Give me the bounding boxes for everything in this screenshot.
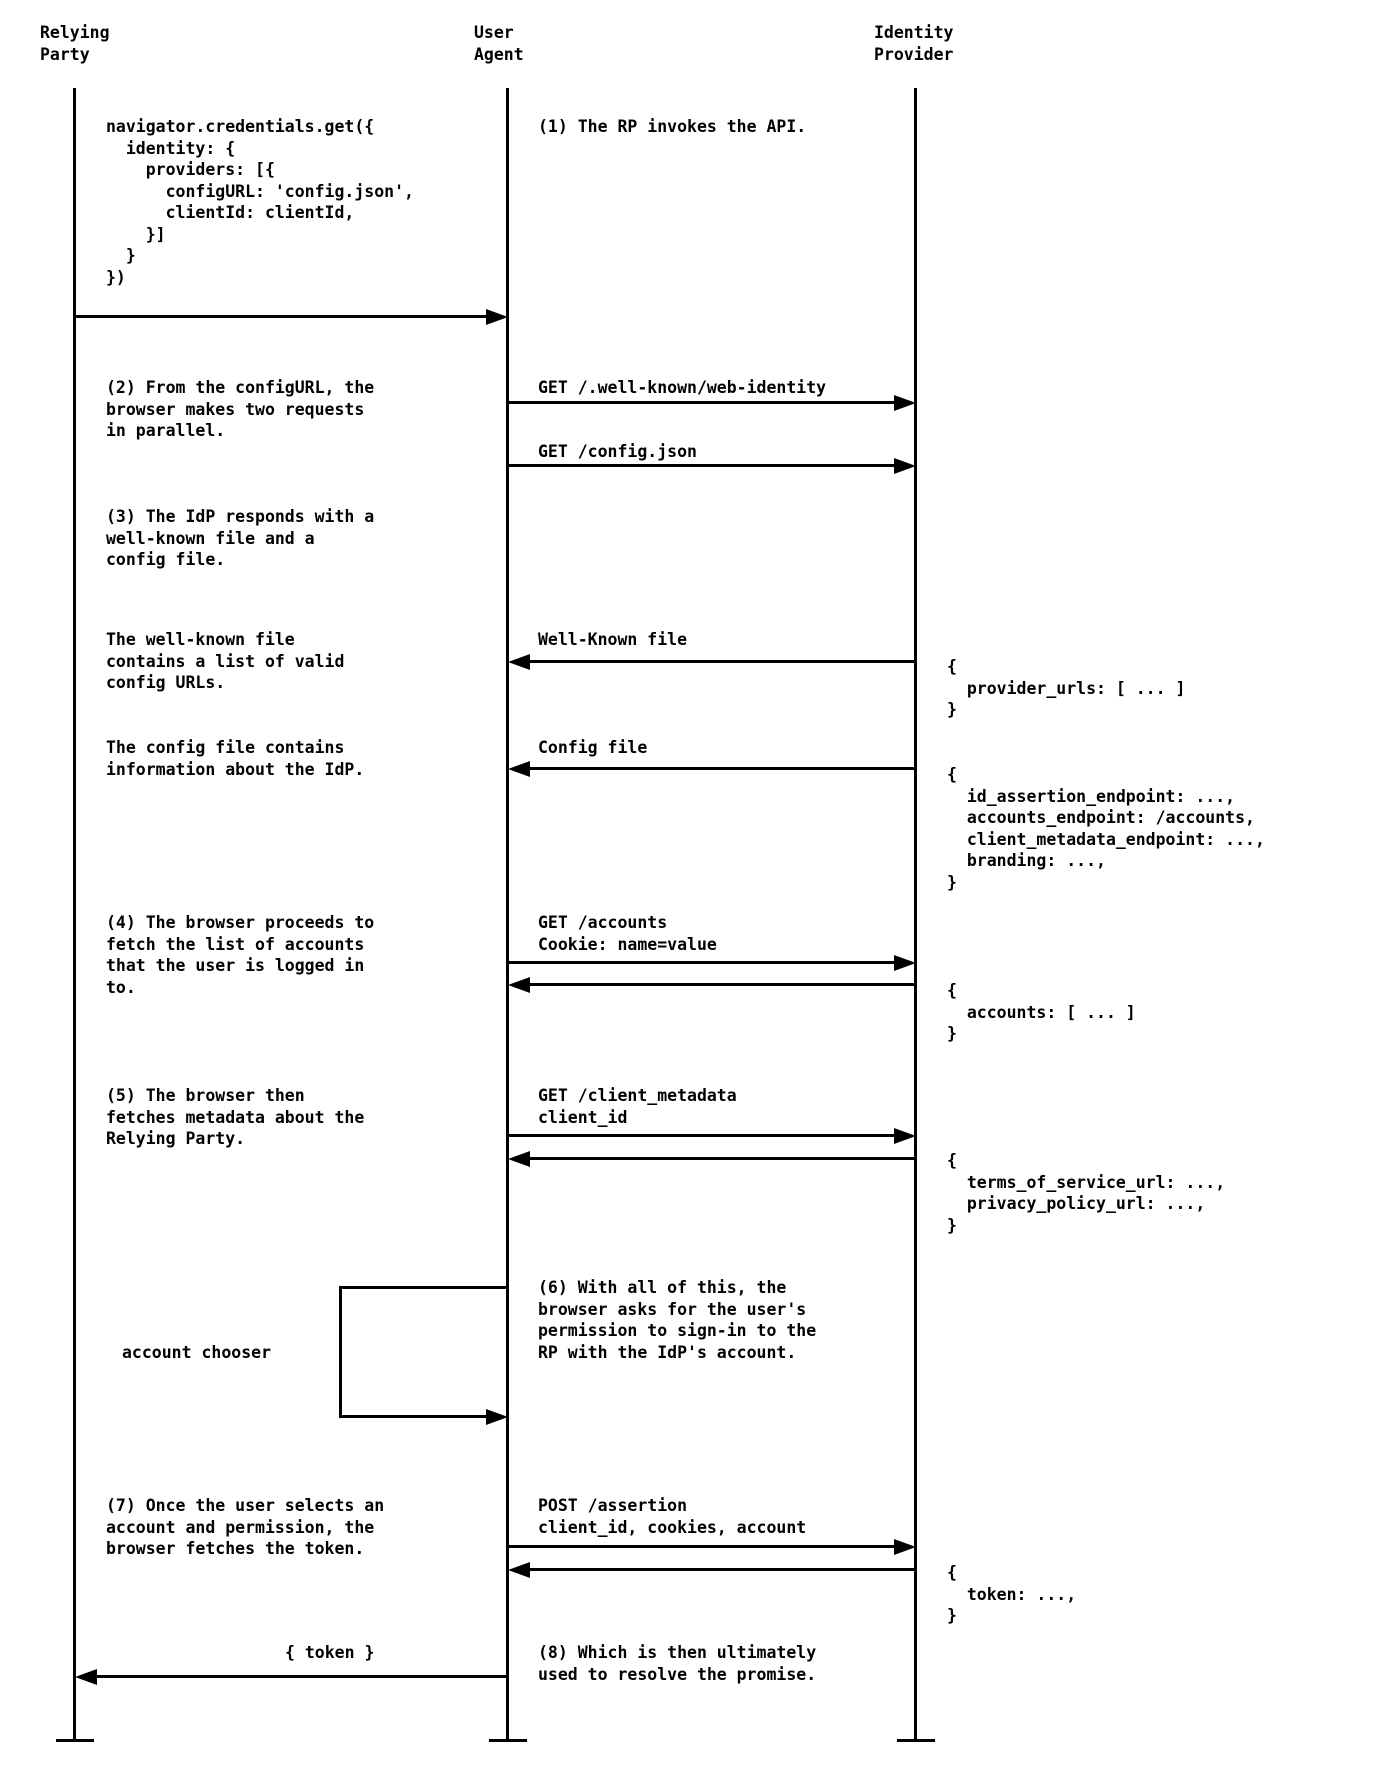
lifeline-identity-provider [914, 88, 917, 1742]
arrow-get-well-known [508, 401, 898, 404]
note-6-line: permission to sign-in to the [538, 1321, 817, 1340]
label-post-assertion [538, 1495, 806, 1538]
json-accounts-line: } [947, 1024, 957, 1043]
json-config-line: id_assertion_endpoint: ..., [947, 786, 1236, 806]
note-5 [106, 1085, 364, 1150]
arrow-accounts-response-arrowhead-icon [508, 977, 530, 993]
note-3-line: well-known file and a [106, 528, 315, 548]
note-4-line: (4) The browser proceeds to [106, 913, 375, 932]
actor-label-identity-provider [874, 22, 953, 65]
label-get-client-metadata-line: client_id [538, 1107, 628, 1127]
arrow-get-client-metadata [508, 1134, 898, 1137]
self-loop-account-chooser-arrowhead-icon [486, 1409, 508, 1425]
actor-label-user-agent [474, 22, 524, 65]
label-get-accounts [538, 912, 717, 955]
actor-label-identity-provider-line: Provider [874, 44, 954, 64]
arrow-token-return [93, 1675, 508, 1678]
arrow-get-config [508, 464, 898, 467]
json-client-metadata-line: privacy_policy_url: ..., [947, 1194, 1206, 1213]
lifeline-endcap-identity-provider [897, 1739, 935, 1742]
json-client-metadata-line: terms_of_service_url: ..., [947, 1172, 1226, 1192]
arrow-config-response [526, 767, 916, 770]
json-well-known-line: } [947, 700, 957, 719]
label-post-assertion-line: client_id, cookies, account [538, 1517, 807, 1537]
arrow-client-metadata-response-arrowhead-icon [508, 1151, 530, 1167]
json-config-line: } [947, 872, 957, 892]
note-config-file-line: information about the IdP. [106, 759, 365, 779]
label-get-accounts-line: Cookie: name=value [538, 934, 717, 954]
note-7-line: browser fetches the token. [106, 1539, 365, 1558]
label-token-return-line: { token } [285, 1643, 375, 1662]
label-config-file-line: Config file [538, 738, 648, 757]
note-1-line: (1) The RP invokes the API. [538, 117, 807, 136]
note-7-line: account and permission, the [106, 1517, 375, 1537]
arrow-client-metadata-response [526, 1157, 916, 1160]
label-get-accounts-line: GET /accounts [538, 913, 668, 932]
arrow-get-accounts [508, 961, 898, 964]
lifeline-relying-party [73, 88, 76, 1742]
note-well-known-file-line: contains a list of valid [106, 651, 345, 671]
note-4-line: that the user is logged in [106, 956, 365, 975]
note-5-line: Relying Party. [106, 1129, 246, 1148]
note-well-known-file-line: config URLs. [106, 673, 226, 692]
json-token-line: { [947, 1563, 957, 1582]
actor-label-user-agent-line: Agent [474, 44, 524, 64]
arrow-get-config-arrowhead-icon [894, 458, 916, 474]
json-client-metadata-line: { [947, 1151, 957, 1170]
arrow-config-response-arrowhead-icon [508, 761, 530, 777]
rp-call-code-line: identity: { [106, 138, 236, 158]
note-well-known-file-line: The well-known file [106, 630, 295, 649]
json-well-known-line: { [947, 657, 957, 676]
rp-call-code-line: providers: [{ [106, 160, 275, 179]
actor-label-relying-party-line: Party [40, 44, 90, 64]
json-client-metadata-line: } [947, 1215, 957, 1235]
arrow-accounts-response [526, 983, 916, 986]
label-well-known-file [538, 629, 687, 651]
rp-call-code-line: clientId: clientId, [106, 203, 355, 222]
json-config-line: { [947, 765, 957, 784]
note-2-line: browser makes two requests [106, 399, 365, 419]
lifeline-user-agent [506, 88, 509, 1742]
label-account-chooser [122, 1342, 271, 1364]
lifeline-endcap-user-agent [489, 1739, 527, 1742]
note-7-line: (7) Once the user selects an [106, 1496, 385, 1515]
note-2-line: (2) From the configURL, the [106, 378, 375, 397]
arrow-post-assertion-arrowhead-icon [894, 1539, 916, 1555]
label-get-client-metadata-line: GET /client_metadata [538, 1086, 737, 1105]
note-4 [106, 912, 374, 998]
arrow-assertion-response-arrowhead-icon [508, 1562, 530, 1578]
arrow-rp-invoke-arrowhead-icon [486, 309, 508, 325]
note-1 [538, 116, 806, 138]
label-account-chooser-line: account chooser [122, 1343, 272, 1362]
label-config-file [538, 737, 647, 759]
json-well-known-line: provider_urls: [ ... ] [947, 678, 1186, 698]
label-well-known-file-line: Well-Known file [538, 630, 688, 649]
note-8-line: used to resolve the promise. [538, 1664, 817, 1684]
json-token [947, 1562, 1076, 1627]
note-6 [538, 1277, 816, 1363]
json-client-metadata [947, 1150, 1225, 1236]
label-get-client-metadata [538, 1085, 737, 1128]
self-loop-account-chooser-side [339, 1286, 342, 1418]
actor-label-user-agent-line: User [474, 23, 514, 42]
rp-call-code-line: }) [106, 267, 126, 287]
label-get-config [538, 441, 697, 463]
rp-call-code-line: configURL: 'config.json', [106, 181, 414, 201]
actor-label-identity-provider-line: Identity [874, 23, 954, 42]
json-well-known [947, 656, 1185, 721]
self-loop-account-chooser-bottom [340, 1415, 490, 1418]
rp-call-code-line: } [106, 246, 136, 265]
label-get-config-line: GET /config.json [538, 442, 697, 461]
arrow-get-client-metadata-arrowhead-icon [894, 1128, 916, 1144]
arrow-get-well-known-arrowhead-icon [894, 395, 916, 411]
json-accounts-line: accounts: [ ... ] [947, 1002, 1136, 1022]
arrow-well-known-response-arrowhead-icon [508, 654, 530, 670]
note-3 [106, 506, 374, 571]
note-3-line: config file. [106, 550, 226, 569]
label-get-well-known-line: GET /.well-known/web-identity [538, 378, 827, 397]
note-8 [538, 1642, 816, 1685]
json-config-line: accounts_endpoint: /accounts, [947, 808, 1255, 827]
arrow-assertion-response [526, 1568, 916, 1571]
json-config-line: client_metadata_endpoint: ..., [947, 829, 1265, 849]
note-4-line: to. [106, 977, 136, 997]
note-6-line: browser asks for the user's [538, 1299, 807, 1319]
note-config-file-line: The config file contains [106, 738, 345, 757]
actor-label-relying-party-line: Relying [40, 23, 110, 42]
label-get-well-known [538, 377, 826, 399]
note-2 [106, 377, 374, 442]
rp-call-code [106, 116, 414, 288]
json-accounts [947, 980, 1136, 1045]
note-6-line: (6) With all of this, the [538, 1278, 787, 1297]
json-config [947, 764, 1265, 893]
note-5-line: fetches metadata about the [106, 1107, 365, 1127]
note-6-line: RP with the IdP's account. [538, 1342, 797, 1362]
json-accounts-line: { [947, 981, 957, 1000]
arrow-post-assertion [508, 1545, 898, 1548]
json-token-line: } [947, 1606, 957, 1625]
note-well-known-file [106, 629, 344, 694]
arrow-get-accounts-arrowhead-icon [894, 955, 916, 971]
note-8-line: (8) Which is then ultimately [538, 1643, 817, 1662]
arrow-well-known-response [526, 660, 916, 663]
note-3-line: (3) The IdP responds with a [106, 507, 375, 526]
arrow-rp-invoke [75, 315, 490, 318]
note-5-line: (5) The browser then [106, 1086, 305, 1105]
json-config-line: branding: ..., [947, 851, 1106, 870]
label-token-return [285, 1642, 374, 1664]
label-post-assertion-line: POST /assertion [538, 1496, 688, 1515]
self-loop-account-chooser-top [340, 1286, 508, 1289]
note-config-file [106, 737, 364, 780]
note-4-line: fetch the list of accounts [106, 934, 365, 954]
note-2-line: in parallel. [106, 421, 226, 440]
rp-call-code-line: navigator.credentials.get({ [106, 117, 375, 136]
arrow-token-return-arrowhead-icon [75, 1669, 97, 1685]
lifeline-endcap-relying-party [56, 1739, 94, 1742]
note-7 [106, 1495, 384, 1560]
json-token-line: token: ..., [947, 1584, 1077, 1604]
actor-label-relying-party [40, 22, 110, 65]
rp-call-code-line: }] [106, 224, 166, 244]
